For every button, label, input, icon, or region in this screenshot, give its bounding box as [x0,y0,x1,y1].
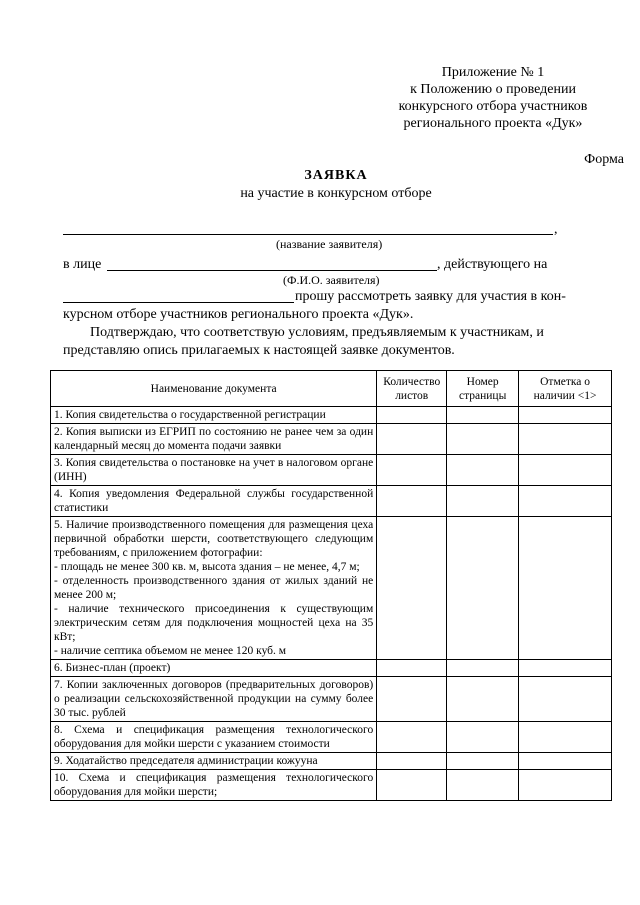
row-sheets-cell[interactable] [377,517,447,660]
table-row [51,407,612,424]
form-label: Форма [584,152,624,167]
row-document: 6. Бизнес-план (проект) [51,660,377,677]
applicant-name-field[interactable] [63,234,553,235]
table-row [51,677,612,722]
appendix-line-3: конкурсного отбора участников [398,99,588,114]
row-sheets-cell[interactable] [377,455,447,486]
row-page-cell[interactable] [447,753,519,770]
row-document: 5. Наличие производственного помещения для размещения цеха первичной обработки шерсти, соответствующего следующим требованиям, с приложением фотографии: - площадь не менее 300 кв. м, высота здания – не менее, 4,7 м; - отделенность производственного здания от жилых зданий не менее 200 м; - наличие технического присоединения к существующим электрическим сетям для подключения мощностей цеха на 35 кВт; - наличие септика объемом не менее 120 куб. м [51,517,377,660]
person-name-field[interactable] [107,270,437,271]
document-title: ЗАЯВКА [304,168,368,183]
header-page-number: Номер страницы [447,371,519,407]
row-document: 10. Схема и спецификация размещения технологического оборудования для мойки шерсти; [51,770,377,801]
header-presence-mark: Отметка о наличии <1> [519,371,612,407]
row-sheets-cell[interactable] [377,486,447,517]
row-page-cell[interactable] [447,660,519,677]
appendix-line-2: к Положению о проведении [410,82,576,97]
row-sheets-cell[interactable] [377,407,447,424]
row-document: 4. Копия уведомления Федеральной службы государственной статистики [51,486,377,517]
document-subtitle: на участие в конкурсном отборе [240,186,432,201]
header-document-name: Наименование документа [51,371,377,407]
request-text-2: курсном отборе участников регионального проекта «Дук». [63,307,414,322]
row-page-cell[interactable] [447,722,519,753]
table-row [51,455,612,486]
documents-table [50,370,612,801]
row-sheets-cell[interactable] [377,753,447,770]
row-mark-cell[interactable] [519,722,612,753]
row-document: 3. Копия свидетельства о постановке на учет в налоговом органе (ИНН) [51,455,377,486]
row-mark-cell[interactable] [519,677,612,722]
row-page-cell[interactable] [447,677,519,722]
row-sheets-cell[interactable] [377,722,447,753]
fio-caption: (Ф.И.О. заявителя) [283,273,380,287]
appendix-block [386,64,600,132]
row-sheets-cell[interactable] [377,770,447,801]
row-document: 1. Копия свидетельства о государственной регистрации [51,407,377,424]
row-page-cell[interactable] [447,517,519,660]
confirm-text-2: представляю опись прилагаемых к настоящей заявке документов. [63,343,455,358]
row-document: 2. Копия выписки из ЕГРИП по состоянию не ранее чем за один календарный месяц до момента подачи заявки [51,424,377,455]
row-document: 7. Копии заключенных договоров (предварительных договоров) о реализации сельскохозяйственной продукции на сумму более 30 тыс. рублей [51,677,377,722]
appendix-line-4: регионального проекта «Дук» [403,116,583,131]
row-document: 8. Схема и спецификация размещения технологического оборудования для мойки шерсти с указанием стоимости [51,722,377,753]
row-sheets-cell[interactable] [377,424,447,455]
confirm-text-1: Подтверждаю, что соответствую условиям, предъявляемым к участникам, и [90,325,544,340]
table-row [51,424,612,455]
row-page-cell[interactable] [447,486,519,517]
row-page-cell[interactable] [447,407,519,424]
table-header-row [51,371,612,407]
request-text-1: прошу рассмотреть заявку для участия в кон- [295,289,566,304]
appendix-line-1: Приложение № 1 [441,65,545,80]
comma: , [554,222,558,237]
table-row [51,770,612,801]
row-mark-cell[interactable] [519,753,612,770]
applicant-caption: (название заявителя) [276,237,383,251]
row-mark-cell[interactable] [519,455,612,486]
row-sheets-cell[interactable] [377,660,447,677]
row-page-cell[interactable] [447,770,519,801]
row-mark-cell[interactable] [519,424,612,455]
table-row [51,722,612,753]
header-sheet-count: Количество листов [377,371,447,407]
row-sheets-cell[interactable] [377,677,447,722]
row-page-cell[interactable] [447,455,519,486]
basis-field[interactable] [63,302,294,303]
row-mark-cell[interactable] [519,770,612,801]
row-mark-cell[interactable] [519,517,612,660]
row-mark-cell[interactable] [519,660,612,677]
table-row [51,660,612,677]
row-page-cell[interactable] [447,424,519,455]
row-mark-cell[interactable] [519,407,612,424]
person-prefix: в лице [63,257,102,272]
table-row [51,486,612,517]
table-row [51,517,612,660]
row-mark-cell[interactable] [519,486,612,517]
person-suffix: , действующего на [437,257,548,272]
row-document: 9. Ходатайство председателя администрации кожууна [51,753,377,770]
table-row [51,753,612,770]
